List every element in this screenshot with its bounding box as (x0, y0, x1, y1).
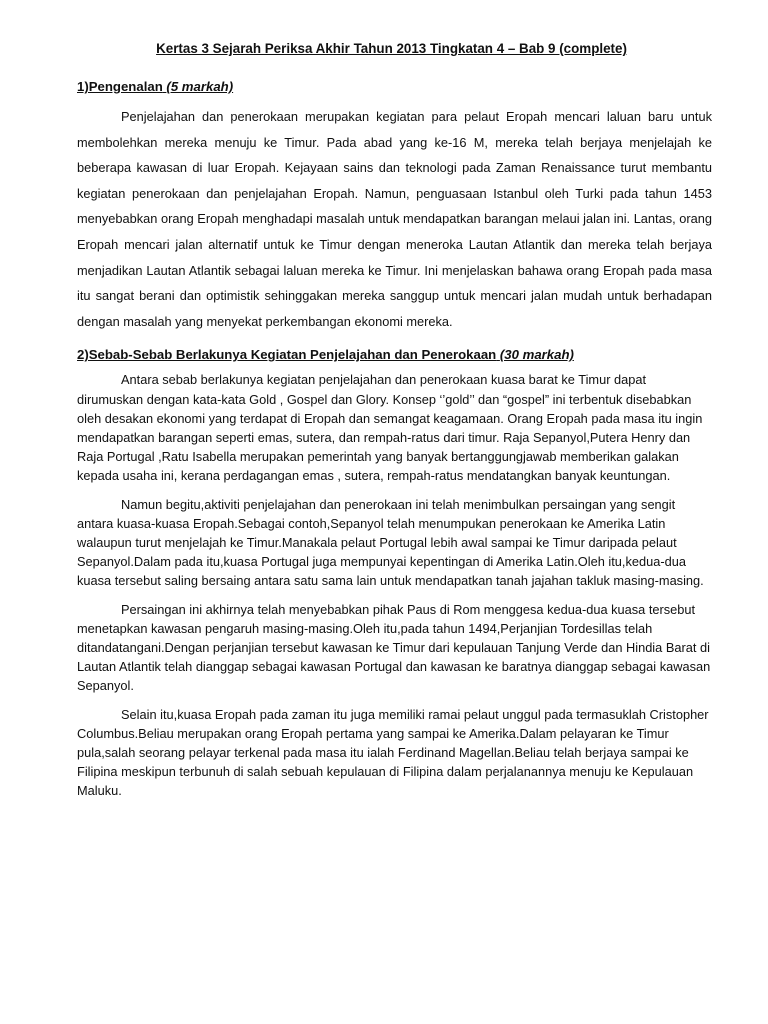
paragraph-introduction: Penjelajahan dan penerokaan merupakan kegiatan para pelaut Eropah mencari laluan baru untuk membolehkan mereka menuju ke Timur. Pada abad yang ke-16 M, mereka telah berjaya menjelajah ke beberapa kawasan di luar Eropah. Kejayaan sains dan teknologi pada Zaman Renaissance turut membantu kegiatan penerokaan dan penjelajahan Eropah. Namun, penguasaan Istanbul oleh Turki pada tahun 1453 menyebabkan orang Eropah menghadapi masalah untuk mendapatkan barangan melaui jalan ini. Lantas, orang Eropah mencari jalan alternatif untuk ke Timur dengan meneroka Lautan Atlantik dan mereka telah berjaya menjadikan Lautan Atlantik sebagai laluan mereka ke Timur. Ini menjelaskan bahawa orang Eropah pada masa itu sangat berani dan optimistik sehinggakan mereka sanggup untuk mencari jalan mudah untuk berhadapan dengan masalah yang menyekat perkembangan ekonomi mereka. (77, 109, 712, 329)
section-heading-introduction (77, 78, 712, 96)
section-marks: (5 markah) (166, 79, 234, 94)
paragraph-treaty-tordesillas: Persaingan ini akhirnya telah menyebabkan pihak Paus di Rom menggesa kedua-dua kuasa tersebut menetapkan kawasan pengaruh masing-masing.Oleh itu,pada tahun 1494,Perjanjian Tordesillas telah ditandatangani.Dengan perjanjian tersebut kawasan ke Timur dari kepulauan Tanjung Verde dan Hindia Barat di Lautan Atlantik telah dianggap sebagai kawasan Portugal dan kawasan ke baratnya dianggap sebagai kawasan Sepanyol. (77, 601, 711, 694)
section-heading-causes (77, 346, 712, 364)
paragraph-navigators: Selain itu,kuasa Eropah pada zaman itu juga memiliki ramai pelaut unggul pada termasuklah Cristopher Columbus.Beliau merupakan orang Eropah pertama yang sampai ke Amerika.Dalam pelayaran ke Timur pula,salah seorang pelayar terkenal pada masa itu ialah Ferdinand Magellan.Beliau telah berjaya sampai ke Filipina meskipun terbunuh di salah sebuah kepulauan di Filipina dalam perjalanannya menuju ke Kepulauan Maluku. (77, 706, 709, 799)
paragraph-gold-gospel-glory: Antara sebab berlakunya kegiatan penjelajahan dan penerokaan kuasa barat ke Timur dapat dirumuskan dengan kata-kata Gold , Gospel dan Glory. Konsep ‘’gold’’ dan “gospel” ini terbentuk disebabkan oleh desakan ekonomi yang terdapat di Eropah dan semangat keagamaan. Orang Eropah pada masa itu ingin mendapatkan barangan seperti emas, sutera, dan rempah-ratus dari timur. Raja Sepanyol,Putera Henry dan Raja Portugal ,Ratu Isabella merupakan pemerintah yang banyak bertanggungjawab memberikan galakan kepada usaha ini, kerana perdagangan emas , sutera, rempah-ratus mendatangkan banyak keuntungan. (77, 372, 703, 484)
section-marks: (30 markah) (499, 347, 574, 363)
paragraph-rivalry: Namun begitu,aktiviti penjelajahan dan penerokaan ini telah menimbulkan persaingan yang sengit antara kuasa-kuasa Eropah.Sebagai contoh,Sepanyol telah menumpukan penerokaan ke Amerika Latin walaupun turut menjelajah ke Timur.Manakala pelaut Portugal lebih awal sampai ke Timur daripada pelaut Sepanyol.Dalam pada itu,kuasa Portugal juga mempunyai kepentingan di Amerika Latin.Oleh itu,kedua-dua kuasa tersebut saling bersaing antara satu sama lain untuk mendapatkan tanah jajahan takluk masing-masing. (77, 496, 704, 589)
document-title: Kertas 3 Sejarah Periksa Akhir Tahun 2013 Tingkatan 4 – Bab 9 (complete) (156, 41, 627, 56)
section-heading-text: 2)Sebab-Sebab Berlakunya Kegiatan Penjelajahan dan Penerokaan (77, 347, 497, 363)
section-heading-text: 1)Pengenalan (77, 79, 163, 94)
